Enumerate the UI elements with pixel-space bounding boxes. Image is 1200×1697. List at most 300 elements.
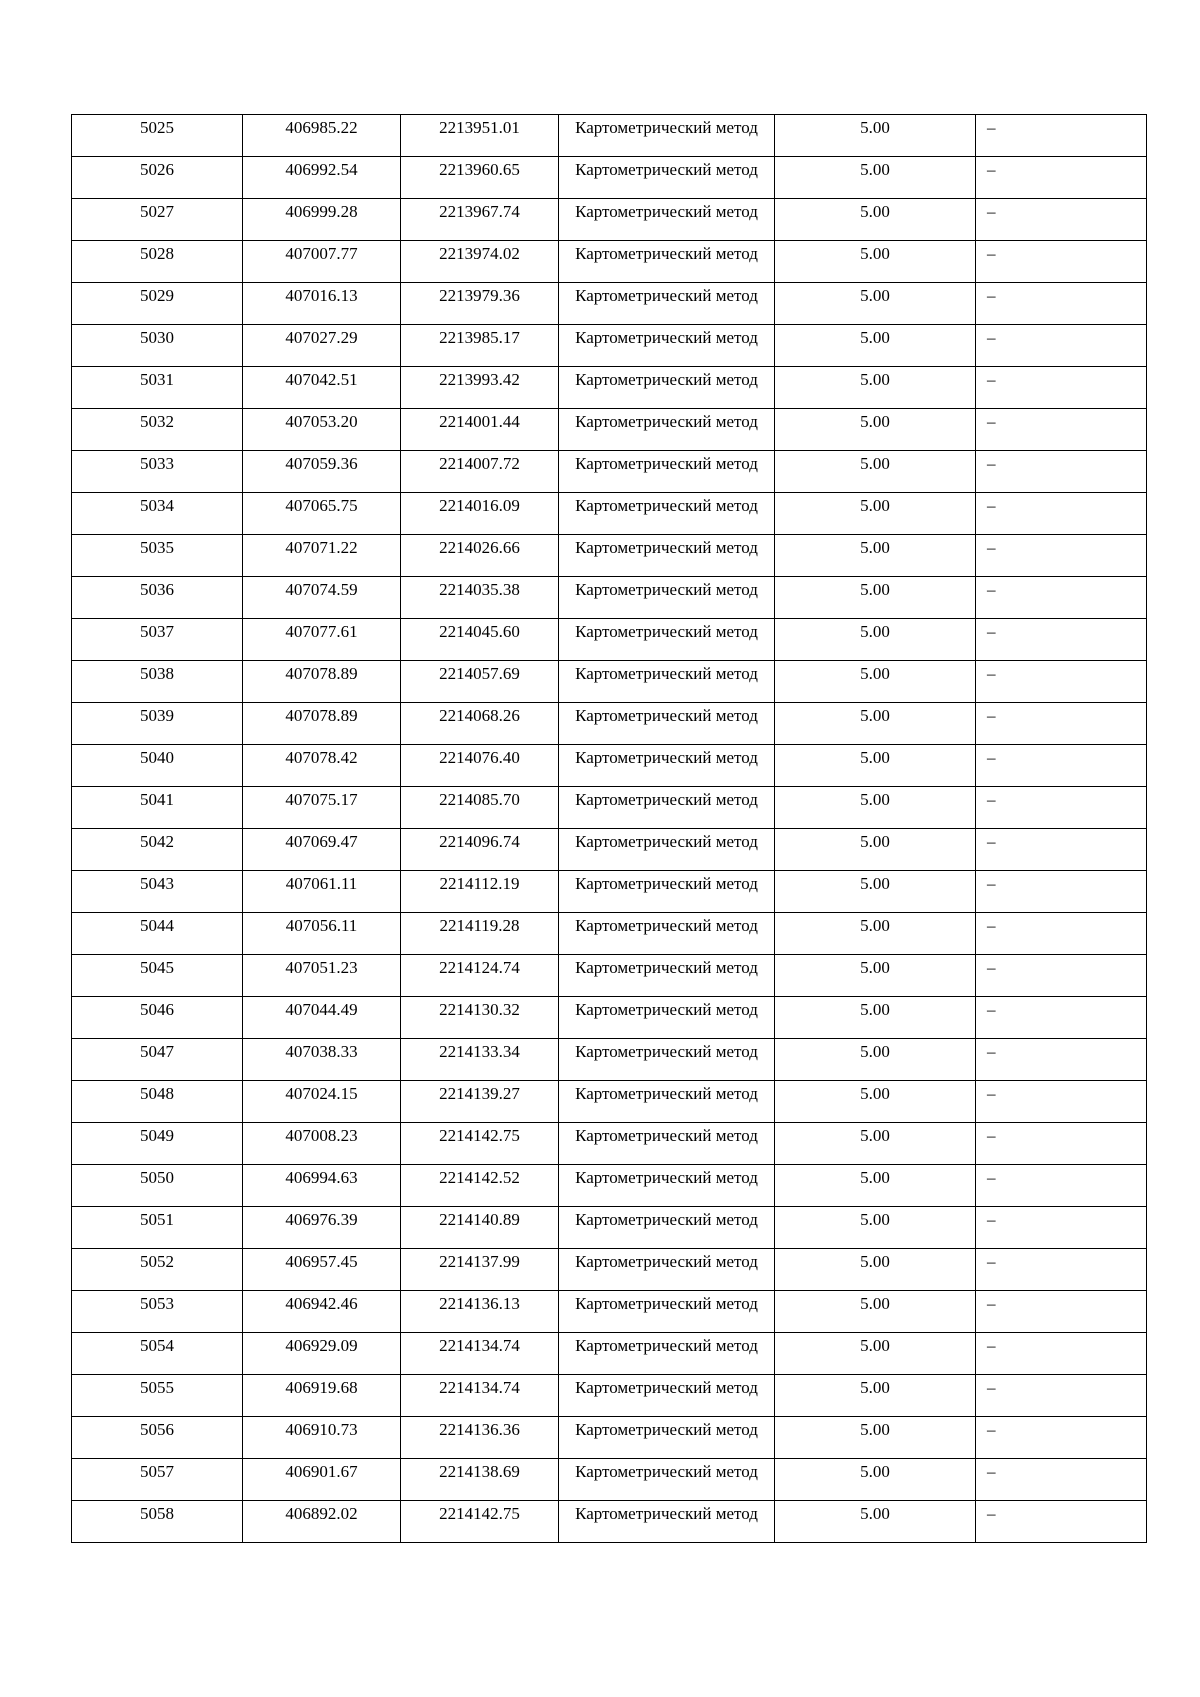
cell-value: 5041 (140, 790, 174, 809)
table-row (72, 535, 1147, 577)
cell-note (976, 871, 1147, 913)
cell-method (559, 829, 775, 871)
cell-value: 5.00 (860, 286, 890, 305)
cell-point (72, 535, 243, 577)
table-row (72, 241, 1147, 283)
cell-note (976, 367, 1147, 409)
cell-value: – (987, 328, 996, 347)
cell-value: 2214016.09 (439, 496, 520, 515)
cell-y (401, 661, 559, 703)
cell-method (559, 787, 775, 829)
cell-y (401, 325, 559, 367)
cell-x (243, 913, 401, 955)
cell-note (976, 955, 1147, 997)
cell-value: 5.00 (860, 1294, 890, 1313)
cell-value: 5.00 (860, 202, 890, 221)
cell-value: 407078.89 (285, 664, 358, 683)
cell-value: 407024.15 (285, 1084, 358, 1103)
cell-point (72, 1123, 243, 1165)
table-row (72, 871, 1147, 913)
cell-method (559, 493, 775, 535)
cell-x (243, 451, 401, 493)
cell-note (976, 451, 1147, 493)
cell-value: – (987, 706, 996, 725)
cell-value: 2213960.65 (439, 160, 520, 179)
cell-value: 407074.59 (285, 580, 358, 599)
cell-accuracy (775, 1207, 976, 1249)
table-row (72, 1501, 1147, 1543)
cell-y (401, 1459, 559, 1501)
table-row (72, 997, 1147, 1039)
cell-note (976, 913, 1147, 955)
cell-method (559, 577, 775, 619)
cell-value: 407016.13 (285, 286, 358, 305)
cell-value: 5.00 (860, 1000, 890, 1019)
cell-value: 2214001.44 (439, 412, 520, 431)
coordinates-table (71, 114, 1147, 1543)
cell-value: 5.00 (860, 1084, 890, 1103)
cell-x (243, 199, 401, 241)
cell-value: 2214035.38 (439, 580, 520, 599)
cell-value: 2214130.32 (439, 1000, 520, 1019)
cell-value: 407042.51 (285, 370, 358, 389)
cell-value: 5046 (140, 1000, 174, 1019)
cell-value: 406976.39 (285, 1210, 358, 1229)
cell-x (243, 1249, 401, 1291)
table-row (72, 1291, 1147, 1333)
cell-value: 5037 (140, 622, 174, 641)
cell-method (559, 283, 775, 325)
cell-value: – (987, 1084, 996, 1103)
cell-value: 2214085.70 (439, 790, 520, 809)
table-row (72, 1459, 1147, 1501)
cell-y (401, 409, 559, 451)
table-row (72, 493, 1147, 535)
cell-value: 5.00 (860, 1336, 890, 1355)
cell-value: – (987, 286, 996, 305)
cell-note (976, 1123, 1147, 1165)
cell-method (559, 1039, 775, 1081)
cell-accuracy (775, 787, 976, 829)
cell-y (401, 913, 559, 955)
cell-value: 5.00 (860, 1420, 890, 1439)
cell-value: 2214112.19 (439, 874, 520, 893)
cell-accuracy (775, 619, 976, 661)
cell-note (976, 1459, 1147, 1501)
cell-value: 407077.61 (285, 622, 358, 641)
cell-x (243, 1375, 401, 1417)
cell-value: – (987, 1168, 996, 1187)
cell-value: 406919.68 (285, 1378, 358, 1397)
cell-accuracy (775, 451, 976, 493)
cell-accuracy (775, 1417, 976, 1459)
cell-value: – (987, 1126, 996, 1145)
cell-value: 5048 (140, 1084, 174, 1103)
cell-value: – (987, 538, 996, 557)
cell-method (559, 1375, 775, 1417)
cell-method (559, 997, 775, 1039)
table-row (72, 1123, 1147, 1165)
cell-note (976, 325, 1147, 367)
table-row (72, 409, 1147, 451)
cell-value: 406942.46 (285, 1294, 358, 1313)
table-row (72, 115, 1147, 157)
cell-point (72, 451, 243, 493)
cell-y (401, 367, 559, 409)
cell-x (243, 1165, 401, 1207)
cell-accuracy (775, 1165, 976, 1207)
cell-method (559, 367, 775, 409)
cell-value: – (987, 1462, 996, 1481)
cell-value: – (987, 370, 996, 389)
cell-value: 2213979.36 (439, 286, 520, 305)
cell-method (559, 1459, 775, 1501)
cell-value: Картометрический метод (575, 622, 758, 641)
cell-method (559, 703, 775, 745)
cell-value: 406910.73 (285, 1420, 358, 1439)
cell-accuracy (775, 1081, 976, 1123)
cell-x (243, 1333, 401, 1375)
cell-method (559, 451, 775, 493)
cell-accuracy (775, 1123, 976, 1165)
cell-note (976, 1375, 1147, 1417)
cell-value: 5.00 (860, 1252, 890, 1271)
cell-value: 2214134.74 (439, 1336, 520, 1355)
table-row (72, 661, 1147, 703)
cell-x (243, 1081, 401, 1123)
cell-y (401, 787, 559, 829)
cell-value: 2214140.89 (439, 1210, 520, 1229)
cell-note (976, 787, 1147, 829)
cell-value: Картометрический метод (575, 706, 758, 725)
cell-method (559, 1123, 775, 1165)
cell-point (72, 619, 243, 661)
cell-accuracy (775, 241, 976, 283)
table-row (72, 157, 1147, 199)
cell-y (401, 955, 559, 997)
cell-accuracy (775, 283, 976, 325)
cell-value: Картометрический метод (575, 160, 758, 179)
cell-value: 5025 (140, 118, 174, 137)
cell-y (401, 451, 559, 493)
cell-value: 5.00 (860, 874, 890, 893)
cell-value: – (987, 412, 996, 431)
cell-value: 2214136.36 (439, 1420, 520, 1439)
cell-note (976, 1081, 1147, 1123)
cell-value: – (987, 160, 996, 179)
table-row (72, 619, 1147, 661)
cell-point (72, 871, 243, 913)
cell-value: – (987, 748, 996, 767)
cell-accuracy (775, 703, 976, 745)
cell-value: 5.00 (860, 244, 890, 263)
cell-value: Картометрический метод (575, 1000, 758, 1019)
table-row (72, 1249, 1147, 1291)
cell-value: 2214142.75 (439, 1126, 520, 1145)
cell-value: 5052 (140, 1252, 174, 1271)
cell-value: 5033 (140, 454, 174, 473)
cell-value: – (987, 1336, 996, 1355)
cell-value: 5055 (140, 1378, 174, 1397)
cell-value: 5.00 (860, 1126, 890, 1145)
cell-value: Картометрический метод (575, 790, 758, 809)
cell-value: – (987, 874, 996, 893)
cell-point (72, 661, 243, 703)
cell-value: 5.00 (860, 664, 890, 683)
table-row (72, 283, 1147, 325)
cell-point (72, 997, 243, 1039)
cell-method (559, 409, 775, 451)
cell-method (559, 1291, 775, 1333)
cell-note (976, 577, 1147, 619)
cell-value: – (987, 916, 996, 935)
cell-x (243, 829, 401, 871)
cell-point (72, 367, 243, 409)
cell-value: 5031 (140, 370, 174, 389)
cell-y (401, 997, 559, 1039)
cell-y (401, 493, 559, 535)
cell-value: Картометрический метод (575, 496, 758, 515)
cell-point (72, 1417, 243, 1459)
cell-value: 2214057.69 (439, 664, 520, 683)
cell-accuracy (775, 1039, 976, 1081)
cell-value: 406892.02 (285, 1504, 358, 1523)
cell-value: – (987, 1000, 996, 1019)
cell-value: 407059.36 (285, 454, 358, 473)
cell-value: 2213974.02 (439, 244, 520, 263)
cell-x (243, 325, 401, 367)
cell-point (72, 1039, 243, 1081)
cell-value: 5.00 (860, 538, 890, 557)
cell-y (401, 535, 559, 577)
cell-x (243, 1039, 401, 1081)
cell-value: 5042 (140, 832, 174, 851)
cell-y (401, 1501, 559, 1543)
cell-note (976, 283, 1147, 325)
cell-value: 406985.22 (285, 118, 358, 137)
cell-value: 5058 (140, 1504, 174, 1523)
table-row (72, 325, 1147, 367)
cell-value: 5.00 (860, 790, 890, 809)
cell-value: 5050 (140, 1168, 174, 1187)
cell-value: – (987, 832, 996, 851)
table-row (72, 955, 1147, 997)
table-row (72, 745, 1147, 787)
cell-value: 407075.17 (285, 790, 358, 809)
cell-value: 407069.47 (285, 832, 358, 851)
cell-value: 407061.11 (285, 874, 358, 893)
cell-value: Картометрический метод (575, 958, 758, 977)
cell-x (243, 787, 401, 829)
cell-value: Картометрический метод (575, 1210, 758, 1229)
cell-value: 407056.11 (285, 916, 358, 935)
cell-value: 2214124.74 (439, 958, 520, 977)
cell-y (401, 1249, 559, 1291)
cell-point (72, 283, 243, 325)
cell-method (559, 157, 775, 199)
cell-note (976, 1333, 1147, 1375)
cell-note (976, 619, 1147, 661)
cell-value: Картометрический метод (575, 1252, 758, 1271)
cell-point (72, 1291, 243, 1333)
cell-value: 5049 (140, 1126, 174, 1145)
cell-y (401, 703, 559, 745)
cell-value: 2214137.99 (439, 1252, 520, 1271)
cell-x (243, 661, 401, 703)
cell-point (72, 913, 243, 955)
cell-value: 5045 (140, 958, 174, 977)
cell-accuracy (775, 1375, 976, 1417)
cell-value: 407078.89 (285, 706, 358, 725)
cell-point (72, 409, 243, 451)
cell-accuracy (775, 829, 976, 871)
cell-point (72, 1249, 243, 1291)
cell-value: 407038.33 (285, 1042, 358, 1061)
cell-value: 5.00 (860, 412, 890, 431)
cell-value: 5.00 (860, 1168, 890, 1187)
cell-value: 2214026.66 (439, 538, 520, 557)
cell-value: 2214134.74 (439, 1378, 520, 1397)
cell-method (559, 325, 775, 367)
cell-value: 2214142.75 (439, 1504, 520, 1523)
cell-value: 2214096.74 (439, 832, 520, 851)
table-row (72, 829, 1147, 871)
cell-value: 407051.23 (285, 958, 358, 977)
cell-y (401, 157, 559, 199)
cell-value: 5.00 (860, 370, 890, 389)
cell-value: 2214139.27 (439, 1084, 520, 1103)
cell-value: 407071.22 (285, 538, 358, 557)
table-row (72, 199, 1147, 241)
cell-value: 5028 (140, 244, 174, 263)
cell-y (401, 1165, 559, 1207)
table-row (72, 1165, 1147, 1207)
cell-note (976, 535, 1147, 577)
cell-point (72, 325, 243, 367)
cell-value: – (987, 244, 996, 263)
cell-point (72, 1081, 243, 1123)
cell-value: – (987, 1252, 996, 1271)
cell-y (401, 871, 559, 913)
cell-accuracy (775, 1291, 976, 1333)
cell-value: 5.00 (860, 496, 890, 515)
cell-method (559, 241, 775, 283)
cell-value: Картометрический метод (575, 1294, 758, 1313)
cell-point (72, 1165, 243, 1207)
cell-y (401, 1375, 559, 1417)
cell-value: 5057 (140, 1462, 174, 1481)
cell-value: 5.00 (860, 454, 890, 473)
cell-point (72, 157, 243, 199)
cell-y (401, 1333, 559, 1375)
cell-method (559, 913, 775, 955)
cell-value: 5027 (140, 202, 174, 221)
cell-value: Картометрический метод (575, 1084, 758, 1103)
cell-value: 5034 (140, 496, 174, 515)
cell-value: – (987, 202, 996, 221)
cell-value: 2214142.52 (439, 1168, 520, 1187)
cell-value: – (987, 454, 996, 473)
cell-x (243, 955, 401, 997)
table-row (72, 787, 1147, 829)
cell-value: 407027.29 (285, 328, 358, 347)
cell-value: Картометрический метод (575, 832, 758, 851)
cell-accuracy (775, 1249, 976, 1291)
cell-x (243, 409, 401, 451)
cell-value: Картометрический метод (575, 454, 758, 473)
cell-value: 406957.45 (285, 1252, 358, 1271)
cell-value: 2214076.40 (439, 748, 520, 767)
cell-y (401, 283, 559, 325)
cell-note (976, 829, 1147, 871)
cell-value: 5.00 (860, 916, 890, 935)
cell-accuracy (775, 157, 976, 199)
cell-note (976, 409, 1147, 451)
cell-accuracy (775, 325, 976, 367)
cell-point (72, 199, 243, 241)
cell-note (976, 115, 1147, 157)
table-row (72, 703, 1147, 745)
cell-y (401, 241, 559, 283)
cell-y (401, 1039, 559, 1081)
cell-note (976, 241, 1147, 283)
cell-value: 5040 (140, 748, 174, 767)
cell-value: – (987, 1420, 996, 1439)
cell-note (976, 157, 1147, 199)
cell-x (243, 703, 401, 745)
cell-value: 5.00 (860, 622, 890, 641)
cell-point (72, 241, 243, 283)
table-row (72, 1207, 1147, 1249)
cell-y (401, 1081, 559, 1123)
cell-point (72, 577, 243, 619)
cell-value: 5.00 (860, 706, 890, 725)
cell-accuracy (775, 115, 976, 157)
cell-value: – (987, 790, 996, 809)
cell-value: 5035 (140, 538, 174, 557)
cell-point (72, 1375, 243, 1417)
cell-x (243, 241, 401, 283)
table-row (72, 1039, 1147, 1081)
cell-value: 5.00 (860, 1210, 890, 1229)
table-row (72, 367, 1147, 409)
cell-accuracy (775, 1333, 976, 1375)
cell-point (72, 1501, 243, 1543)
cell-note (976, 703, 1147, 745)
cell-x (243, 1417, 401, 1459)
cell-value: 5.00 (860, 832, 890, 851)
cell-value: 5030 (140, 328, 174, 347)
cell-value: 2213985.17 (439, 328, 520, 347)
cell-value: 406999.28 (285, 202, 358, 221)
cell-point (72, 1207, 243, 1249)
cell-accuracy (775, 913, 976, 955)
cell-y (401, 1417, 559, 1459)
cell-note (976, 1039, 1147, 1081)
cell-value: 2214138.69 (439, 1462, 520, 1481)
cell-value: 407078.42 (285, 748, 358, 767)
cell-x (243, 1291, 401, 1333)
cell-x (243, 115, 401, 157)
cell-method (559, 535, 775, 577)
cell-accuracy (775, 1459, 976, 1501)
cell-value: 5032 (140, 412, 174, 431)
cell-value: Картометрический метод (575, 202, 758, 221)
cell-method (559, 1501, 775, 1543)
cell-value: 5.00 (860, 160, 890, 179)
cell-point (72, 703, 243, 745)
cell-point (72, 745, 243, 787)
